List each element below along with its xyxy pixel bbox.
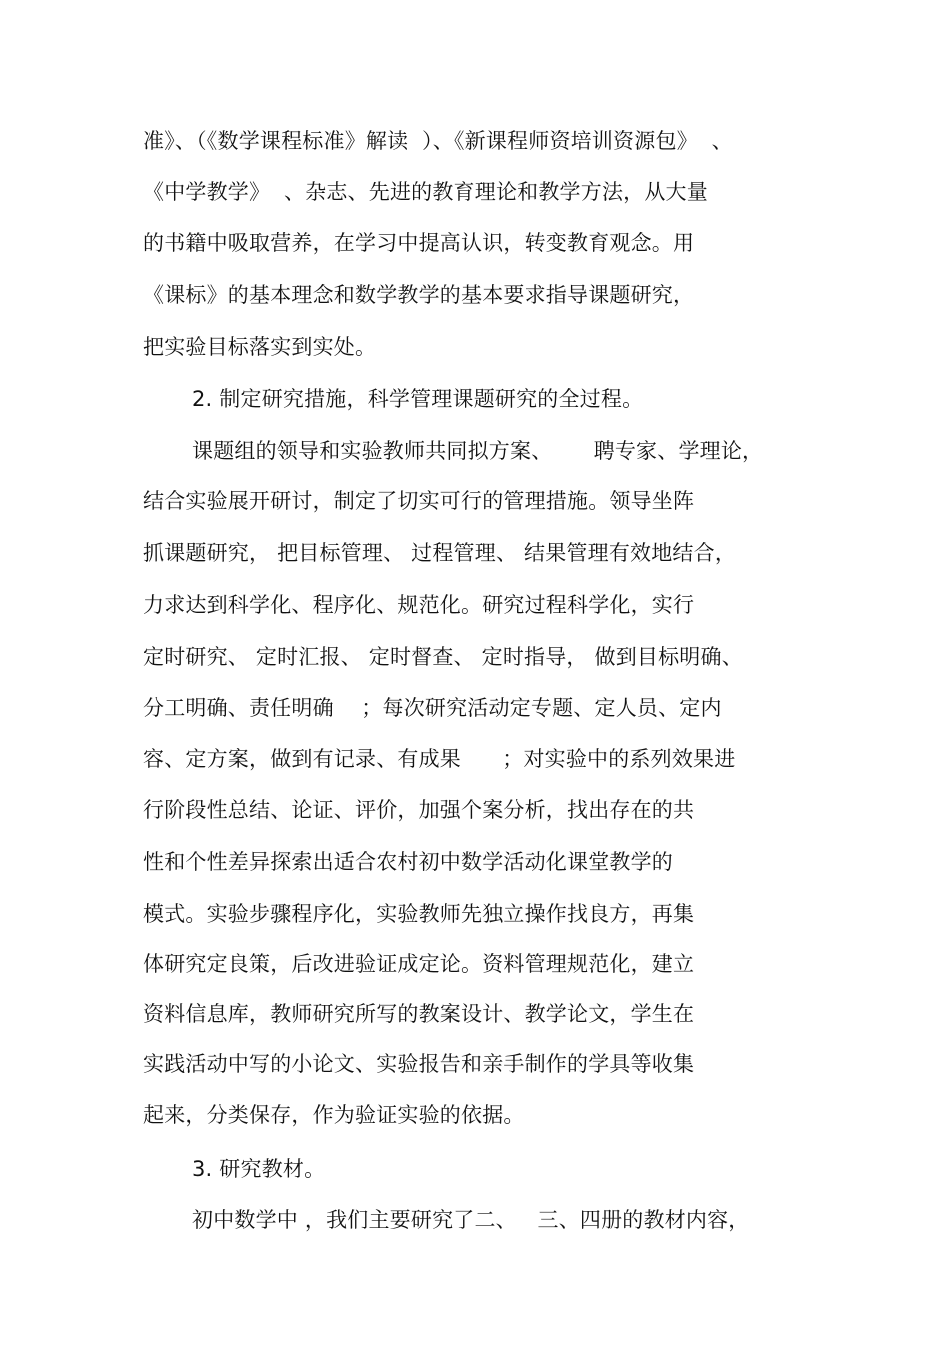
text-line: 性和个性差异探索出适合农村初中数学活动化课堂教学的 [143, 850, 673, 874]
section-heading: 3. 研究教材。 [192, 1157, 326, 1181]
text-line: 《中学教学》 、杂志、先进的教育理论和教学方法，从大量 [143, 180, 708, 204]
paragraph-start: 初中数学中 ，我们主要研究了二、 三、四册的教材内容， [192, 1208, 750, 1232]
text-line: 实践活动中写的小论文、实验报告和亲手制作的学具等收集 [143, 1052, 695, 1076]
text-line: 容、定方案，做到有记录、有成果 ；对实验中的系列效果进 [143, 747, 736, 771]
text-line: 的书籍中吸取营养，在学习中提高认识，转变教育观念。用 [143, 231, 695, 255]
text-line: 把实验目标落实到实处。 [143, 335, 377, 359]
text-line: 结合实验展开研讨，制定了切实可行的管理措施。领导坐阵 [143, 489, 695, 513]
text-line: 定时研究、 定时汇报、 定时督查、 定时指导， 做到目标明确、 [143, 645, 743, 669]
text-line: 抓课题研究， 把目标管理、 过程管理、 结果管理有效地结合， [143, 541, 737, 565]
paragraph-start: 课题组的领导和实验教师共同拟方案、 聘专家、学理论， [192, 439, 764, 463]
text-line: 资料信息库，教师研究所写的教案设计、教学论文，学生在 [143, 1002, 695, 1026]
text-line: 起来，分类保存，作为验证实验的依据。 [143, 1103, 525, 1127]
section-heading: 2. 制定研究措施，科学管理课题研究的全过程。 [192, 387, 644, 411]
text-line: 分工明确、责任明确 ；每次研究活动定专题、定人员、定内 [143, 696, 722, 720]
text-line: 力求达到科学化、程序化、规范化。研究过程科学化，实行 [143, 593, 695, 617]
text-line: 体研究定良策，后改进验证成定论。资料管理规范化，建立 [143, 952, 695, 976]
text-line: 行阶段性总结、论证、评价，加强个案分析，找出存在的共 [143, 798, 695, 822]
text-line: 《课标》的基本理念和数学教学的基本要求指导课题研究， [143, 283, 695, 307]
text-line: 准》、（《数学课程标准》解读 ）、《新课程师资培训资源包》 、 [143, 129, 733, 153]
text-line: 模式。实验步骤程序化，实验教师先独立操作找良方，再集 [143, 902, 695, 926]
